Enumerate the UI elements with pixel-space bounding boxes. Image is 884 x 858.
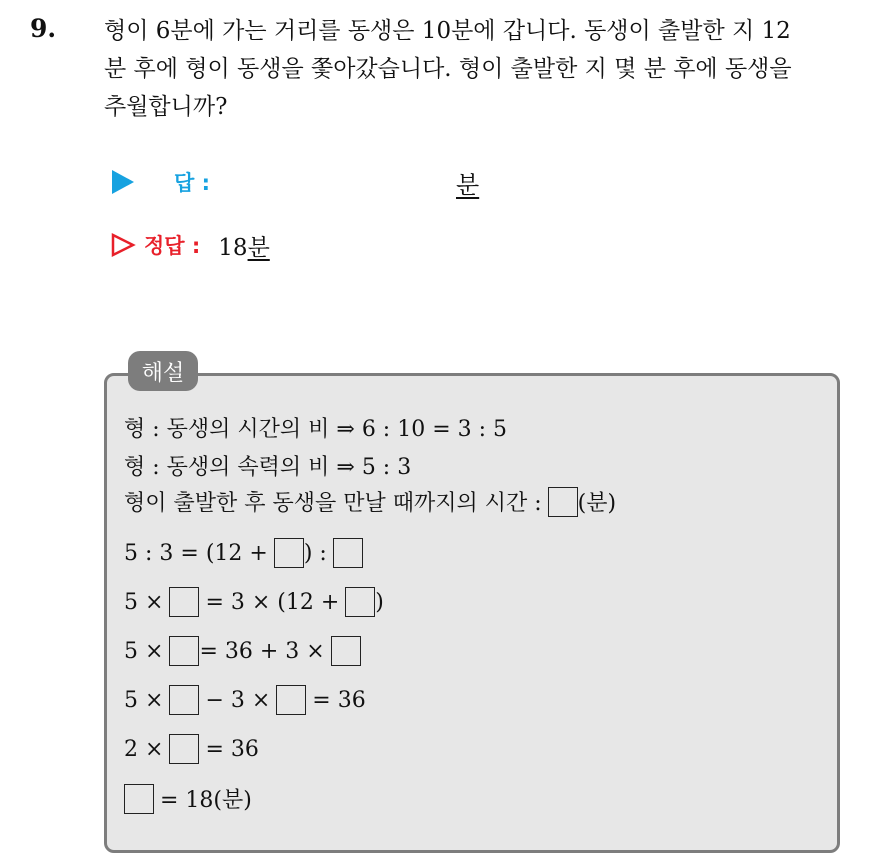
correct-answer-unit: 분	[247, 234, 270, 261]
solution-text: = 18(분)	[160, 788, 252, 813]
question-line: 추월합니까?	[104, 94, 228, 120]
solution-text: = 3 × (12 +	[205, 589, 340, 615]
solution-text: 5 ×	[124, 638, 164, 664]
question-number: 9.	[30, 14, 57, 43]
solution-text: 2 ×	[124, 736, 164, 762]
outline-triangle-icon	[110, 232, 136, 258]
correct-answer-row	[110, 225, 270, 265]
solution-line	[124, 450, 411, 481]
solution-text: (분)	[577, 491, 617, 516]
correct-answer-value	[218, 229, 270, 262]
solution-tab: 해설	[128, 351, 198, 391]
correct-answer-label: 정답 :	[144, 234, 201, 258]
solution-text: 형이 출발한 후 동생을 만날 때까지의 시간 :	[124, 491, 542, 516]
answer-row	[110, 164, 530, 200]
solution-text: 5 ×	[124, 589, 164, 615]
blank-box	[548, 487, 578, 517]
solution-text: = 36	[312, 687, 366, 713]
solution-line	[124, 636, 361, 666]
blank-box	[331, 636, 361, 666]
solution-text: 형 : 동생의 속력의 비 ⇒ 5 : 3	[124, 455, 412, 480]
blank-box	[169, 587, 199, 617]
answer-unit: 분	[456, 170, 480, 199]
solution-line	[124, 538, 363, 568]
solution-line	[124, 783, 252, 814]
solution-line	[124, 412, 507, 443]
solution-line	[124, 734, 259, 764]
correct-answer-number: 18	[218, 234, 248, 261]
blank-box	[169, 636, 199, 666]
blank-box	[169, 685, 199, 715]
solution-text: − 3 ×	[205, 687, 271, 713]
question-line: 형이 6분에 가는 거리를 동생은 10분에 갑니다. 동생이 출발한 지 12	[104, 18, 791, 44]
solution-line	[124, 587, 384, 617]
solution-text: = 36 + 3 ×	[199, 638, 325, 664]
solution-text: 형 : 동생의 시간의 비 ⇒ 6 : 10 = 3 : 5	[124, 417, 508, 442]
solution-text: = 36	[205, 736, 259, 762]
blank-box	[124, 784, 154, 814]
question-line: 분 후에 형이 동생을 쫓아갔습니다. 형이 출발한 지 몇 분 후에 동생을	[104, 56, 792, 82]
question-text	[104, 12, 874, 126]
solution-line	[124, 685, 366, 715]
blank-box	[276, 685, 306, 715]
play-triangle-icon	[112, 170, 134, 194]
solution-line	[124, 486, 616, 517]
solution-text: 5 ×	[124, 687, 164, 713]
solution-text: ) :	[303, 540, 327, 566]
blank-box	[274, 538, 304, 568]
blank-box	[169, 734, 199, 764]
answer-label: 답 :	[174, 171, 210, 195]
solution-text: 5 : 3 = (12 +	[124, 540, 268, 566]
blank-box	[345, 587, 375, 617]
blank-box	[333, 538, 363, 568]
solution-text: )	[375, 589, 384, 615]
